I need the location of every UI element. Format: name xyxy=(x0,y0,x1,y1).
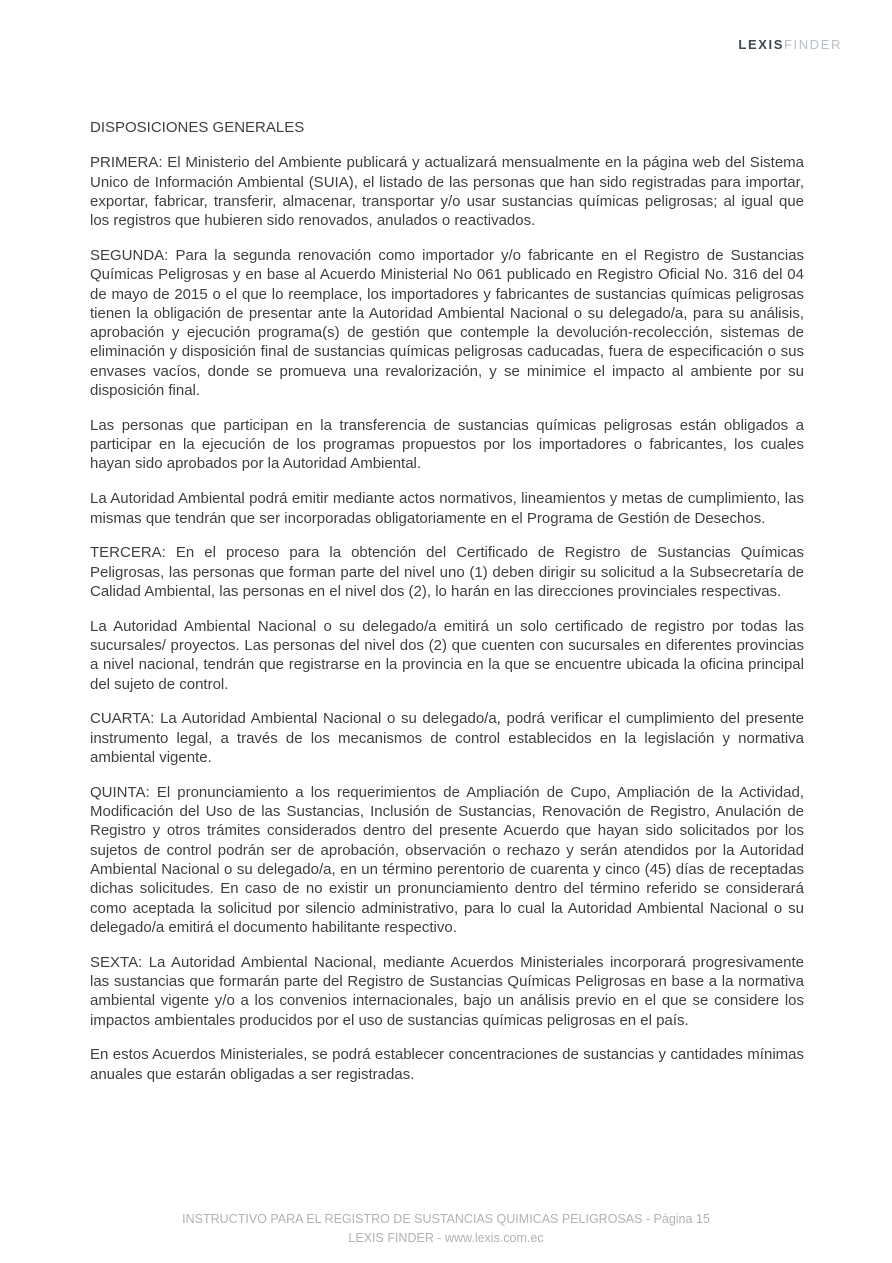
paragraph-acuerdos-ministeriales: En estos Acuerdos Ministeriales, se podrá establecer concentraciones de sustancias y cantidades mínimas anuales que estarán obligadas a ser registradas. xyxy=(90,1046,804,1083)
paragraph-sexta: SEXTA: La Autoridad Ambiental Nacional, mediante Acuerdos Ministeriales incorporará progresivamente las sustancias que formarán parte del Registro de Sustancias Químicas Peligrosas en base a la normativa ambiental vigente y/o a los convenios internacionales, bajo un análisis previo en el que se considere los impactos ambientales producidos por el uso de sustancias químicas peligrosas en el país. xyxy=(90,953,804,1029)
document-body xyxy=(90,118,804,1099)
page-footer xyxy=(0,1210,892,1248)
section-heading: DISPOSICIONES GENERALES xyxy=(90,119,305,136)
paragraph-tercera: TERCERA: En el proceso para la obtención del Certificado de Registro de Sustancias Químicas Peligrosas, las personas que forman parte del nivel uno (1) deben dirigir su solicitud a la Subsecretaría de Calidad Ambiental, las personas en el nivel dos (2), lo harán en las direcciones provinciales respectivas. xyxy=(90,544,804,600)
paragraph-transferencia: Las personas que participan en la transferencia de sustancias químicas peligrosas están obligados a participar en la ejecución de los programas propuestos por los importadores o fabricantes, los cuales hayan sido aprobados por la Autoridad Ambiental. xyxy=(90,416,804,473)
paragraph-primera: PRIMERA: El Ministerio del Ambiente publicará y actualizará mensualmente en la página web del Sistema Unico de Información Ambiental (SUIA), el listado de las personas que han sido registradas para importar, exportar, fabricar, transferir, almacenar, transportar y/o usar sustancias químicas peligrosas; al igual que los registros que hubieren sido renovados, anulados o reactivados. xyxy=(90,154,804,230)
paragraph-quinta: QUINTA: El pronunciamiento a los requerimientos de Ampliación de Cupo, Ampliación de la Actividad, Modificación del Uso de las Sustancias, Inclusión de Sustancias, Renovación de Registro, Anulación de Registro y otros trámites considerados dentro del presente Acuerdo que hayan sido solicitados por los sujetos de control podrán ser de aprobación, observación o rechazo y serán atendidos por la Autoridad Ambiental Nacional o su delegado/a, en un término perentorio de cuarenta y cinco (45) días de receptadas dichas solicitudes. En caso de no existir un pronunciamiento dentro del término referido se considerará como aceptada la solicitud por silencio administrativo, para lo cual la Autoridad Ambiental Nacional o su delegado/a emitirá el documento habilitante respectivo. xyxy=(90,783,804,936)
footer-document-title: INSTRUCTIVO PARA EL REGISTRO DE SUSTANCIAS QUIMICAS PELIGROSAS - Página 15 xyxy=(182,1212,710,1226)
paragraph-certificado-unico: La Autoridad Ambiental Nacional o su delegado/a emitirá un solo certificado de registro por todas las sucursales/ proyectos. Las personas del nivel dos (2) que cuenten con sucursales en diferentes provincias a nivel nacional, tendrán que registrarse en la provincia en la que se encuentre ubicada la oficina principal del sujeto de control. xyxy=(90,617,804,693)
footer-source: LEXIS FINDER - www.lexis.com.ec xyxy=(348,1231,544,1245)
lexisfinder-logo xyxy=(738,37,842,52)
logo-finder-text: FINDER xyxy=(784,37,842,52)
paragraph-actos-normativos: La Autoridad Ambiental podrá emitir mediante actos normativos, lineamientos y metas de cumplimiento, las mismas que tendrán que ser incorporadas obligatoriamente en el Programa de Gestión de Desechos. xyxy=(90,490,804,527)
paragraph-cuarta: CUARTA: La Autoridad Ambiental Nacional o su delegado/a, podrá verificar el cumplimiento del presente instrumento legal, a través de los mecanismos de control establecidos en la legislación y normativa ambiental vigente. xyxy=(90,710,804,767)
logo-lexis-text: LEXIS xyxy=(738,37,784,52)
paragraph-segunda: SEGUNDA: Para la segunda renovación como importador y/o fabricante en el Registro de Sustancias Químicas Peligrosas y en base al Acuerdo Ministerial No 061 publicado en Registro Oficial No. 316 del 04 de mayo de 2015 o el que lo reemplace, los importadores y fabricantes de sustancias químicas peligrosas tienen la obligación de presentar ante la Autoridad Ambiental Nacional o su delegado/a, para su análisis, aprobación y ejecución programa(s) de gestión que contemple la devolución-recolección, sistemas de eliminación y disposición final de sustancias químicas peligrosas caducadas, fuera de especificación o sus envases vacíos, donde se promueva una revalorización, y se minimice el impacto al ambiente por su disposición final. xyxy=(90,246,804,400)
